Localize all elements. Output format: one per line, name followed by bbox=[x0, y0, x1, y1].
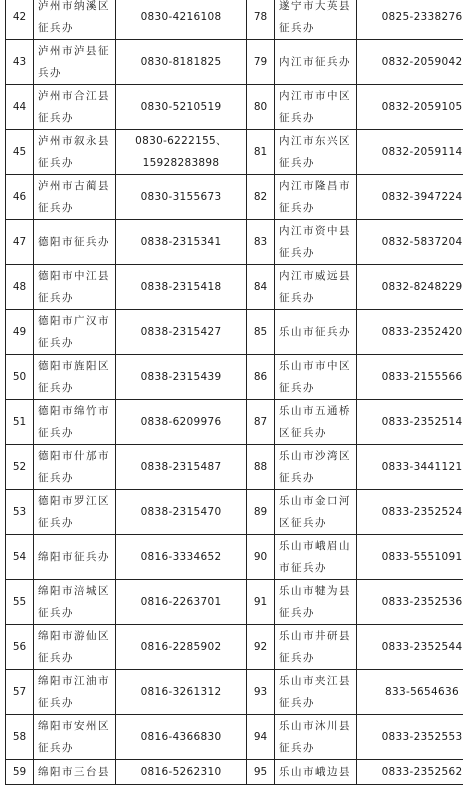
table-row bbox=[6, 445, 464, 490]
office-name: 乐山市征兵办 bbox=[275, 310, 357, 355]
office-phone: 0816-3261312 bbox=[116, 670, 247, 715]
office-phone: 0830-6222155、 15928283898 bbox=[116, 130, 247, 175]
office-phone: 0816-2263701 bbox=[116, 580, 247, 625]
office-phone: 0832-2059105 bbox=[357, 85, 464, 130]
entry-number: 55 bbox=[6, 580, 34, 625]
office-phone: 0830-3155673 bbox=[116, 175, 247, 220]
table-row bbox=[6, 265, 464, 310]
table-row bbox=[6, 220, 464, 265]
office-name: 乐山市市中区征兵办 bbox=[275, 355, 357, 400]
office-phone: 0832-3947224 bbox=[357, 175, 464, 220]
entry-number: 86 bbox=[247, 355, 275, 400]
entry-number: 58 bbox=[6, 715, 34, 760]
office-name: 内江市隆昌市征兵办 bbox=[275, 175, 357, 220]
office-phone: 0832-2059042 bbox=[357, 40, 464, 85]
office-name: 绵阳市征兵办 bbox=[34, 535, 116, 580]
entry-number: 44 bbox=[6, 85, 34, 130]
office-phone: 0838-2315487 bbox=[116, 445, 247, 490]
entry-number: 57 bbox=[6, 670, 34, 715]
office-phone: 0838-2315439 bbox=[116, 355, 247, 400]
office-name: 内江市威远县征兵办 bbox=[275, 265, 357, 310]
table-row bbox=[6, 85, 464, 130]
office-name: 内江市征兵办 bbox=[275, 40, 357, 85]
office-name: 德阳市绵竹市征兵办 bbox=[34, 400, 116, 445]
entry-number: 49 bbox=[6, 310, 34, 355]
entry-number: 95 bbox=[247, 760, 275, 785]
table-row bbox=[6, 490, 464, 535]
table-row bbox=[6, 0, 464, 40]
office-name: 乐山市犍为县征兵办 bbox=[275, 580, 357, 625]
entry-number: 93 bbox=[247, 670, 275, 715]
entry-number: 92 bbox=[247, 625, 275, 670]
office-name: 内江市资中县征兵办 bbox=[275, 220, 357, 265]
office-phone: 0838-6209976 bbox=[116, 400, 247, 445]
office-phone: 0816-3334652 bbox=[116, 535, 247, 580]
entry-number: 91 bbox=[247, 580, 275, 625]
entry-number: 43 bbox=[6, 40, 34, 85]
office-name: 泸州市泸县征兵办 bbox=[34, 40, 116, 85]
entry-number: 88 bbox=[247, 445, 275, 490]
table-row bbox=[6, 670, 464, 715]
table-body bbox=[6, 0, 464, 785]
entry-number: 90 bbox=[247, 535, 275, 580]
recruitment-office-contact-table bbox=[5, 0, 463, 785]
entry-number: 84 bbox=[247, 265, 275, 310]
table-row bbox=[6, 580, 464, 625]
office-phone: 0838-2315470 bbox=[116, 490, 247, 535]
table-row bbox=[6, 40, 464, 85]
office-phone: 0833-2352524 bbox=[357, 490, 464, 535]
office-phone: 0833-5551091 bbox=[357, 535, 464, 580]
entry-number: 54 bbox=[6, 535, 34, 580]
entry-number: 53 bbox=[6, 490, 34, 535]
entry-number: 87 bbox=[247, 400, 275, 445]
entry-number: 89 bbox=[247, 490, 275, 535]
table-row bbox=[6, 400, 464, 445]
office-name: 德阳市征兵办 bbox=[34, 220, 116, 265]
table-row bbox=[6, 310, 464, 355]
office-name: 绵阳市涪城区征兵办 bbox=[34, 580, 116, 625]
office-name: 绵阳市江油市征兵办 bbox=[34, 670, 116, 715]
office-name: 乐山市峨眉山市征兵办 bbox=[275, 535, 357, 580]
office-name: 乐山市峨边县 bbox=[275, 760, 357, 785]
office-name: 遂宁市大英县征兵办 bbox=[275, 0, 357, 40]
office-name: 绵阳市游仙区征兵办 bbox=[34, 625, 116, 670]
office-name: 乐山市沙湾区征兵办 bbox=[275, 445, 357, 490]
office-name: 内江市市中区征兵办 bbox=[275, 85, 357, 130]
office-phone: 0833-2352514 bbox=[357, 400, 464, 445]
entry-number: 56 bbox=[6, 625, 34, 670]
office-name: 乐山市五通桥区征兵办 bbox=[275, 400, 357, 445]
table-row bbox=[6, 355, 464, 400]
entry-number: 79 bbox=[247, 40, 275, 85]
table-row bbox=[6, 760, 464, 785]
entry-number: 51 bbox=[6, 400, 34, 445]
office-phone: 0825-2338276 bbox=[357, 0, 464, 40]
office-name: 德阳市中江县征兵办 bbox=[34, 265, 116, 310]
office-phone: 0838-2315418 bbox=[116, 265, 247, 310]
office-phone: 0830-5210519 bbox=[116, 85, 247, 130]
table-row bbox=[6, 175, 464, 220]
office-name: 德阳市罗江区征兵办 bbox=[34, 490, 116, 535]
office-phone: 0833-2352562 bbox=[357, 760, 464, 785]
entry-number: 85 bbox=[247, 310, 275, 355]
office-phone: 0838-2315341 bbox=[116, 220, 247, 265]
office-name: 绵阳市安州区征兵办 bbox=[34, 715, 116, 760]
office-name: 德阳市旌阳区征兵办 bbox=[34, 355, 116, 400]
office-phone: 0816-4366830 bbox=[116, 715, 247, 760]
office-phone: 0833-2352553 bbox=[357, 715, 464, 760]
office-name: 泸州市叙永县征兵办 bbox=[34, 130, 116, 175]
entry-number: 50 bbox=[6, 355, 34, 400]
office-phone: 0832-8248229 bbox=[357, 265, 464, 310]
entry-number: 59 bbox=[6, 760, 34, 785]
entry-number: 48 bbox=[6, 265, 34, 310]
entry-number: 78 bbox=[247, 0, 275, 40]
office-phone: 0832-5837204 bbox=[357, 220, 464, 265]
office-name: 德阳市广汉市征兵办 bbox=[34, 310, 116, 355]
office-phone: 0833-3441121 bbox=[357, 445, 464, 490]
office-name: 乐山市夹江县征兵办 bbox=[275, 670, 357, 715]
entry-number: 83 bbox=[247, 220, 275, 265]
office-name: 泸州市合江县征兵办 bbox=[34, 85, 116, 130]
office-phone: 0833-2352536 bbox=[357, 580, 464, 625]
office-name: 乐山市沐川县征兵办 bbox=[275, 715, 357, 760]
document-page bbox=[5, 0, 463, 801]
office-name: 泸州市纳溪区征兵办 bbox=[34, 0, 116, 40]
office-name: 德阳市什邡市征兵办 bbox=[34, 445, 116, 490]
office-name: 内江市东兴区征兵办 bbox=[275, 130, 357, 175]
office-phone: 0838-2315427 bbox=[116, 310, 247, 355]
entry-number: 82 bbox=[247, 175, 275, 220]
office-phone: 0830-4216108 bbox=[116, 0, 247, 40]
office-phone: 833-5654636 bbox=[357, 670, 464, 715]
office-name: 泸州市古蔺县征兵办 bbox=[34, 175, 116, 220]
entry-number: 46 bbox=[6, 175, 34, 220]
office-name: 乐山市井研县征兵办 bbox=[275, 625, 357, 670]
office-phone: 0833-2352544 bbox=[357, 625, 464, 670]
office-name: 绵阳市三台县 bbox=[34, 760, 116, 785]
entry-number: 45 bbox=[6, 130, 34, 175]
table-row bbox=[6, 625, 464, 670]
office-name: 乐山市金口河区征兵办 bbox=[275, 490, 357, 535]
office-phone: 0816-2285902 bbox=[116, 625, 247, 670]
office-phone: 0833-2155566 bbox=[357, 355, 464, 400]
office-phone: 0833-2352420 bbox=[357, 310, 464, 355]
table-row bbox=[6, 535, 464, 580]
entry-number: 42 bbox=[6, 0, 34, 40]
entry-number: 47 bbox=[6, 220, 34, 265]
table-row bbox=[6, 130, 464, 175]
office-phone: 0816-5262310 bbox=[116, 760, 247, 785]
entry-number: 52 bbox=[6, 445, 34, 490]
entry-number: 81 bbox=[247, 130, 275, 175]
entry-number: 94 bbox=[247, 715, 275, 760]
entry-number: 80 bbox=[247, 85, 275, 130]
office-phone: 0830-8181825 bbox=[116, 40, 247, 85]
table-row bbox=[6, 715, 464, 760]
office-phone: 0832-2059114 bbox=[357, 130, 464, 175]
